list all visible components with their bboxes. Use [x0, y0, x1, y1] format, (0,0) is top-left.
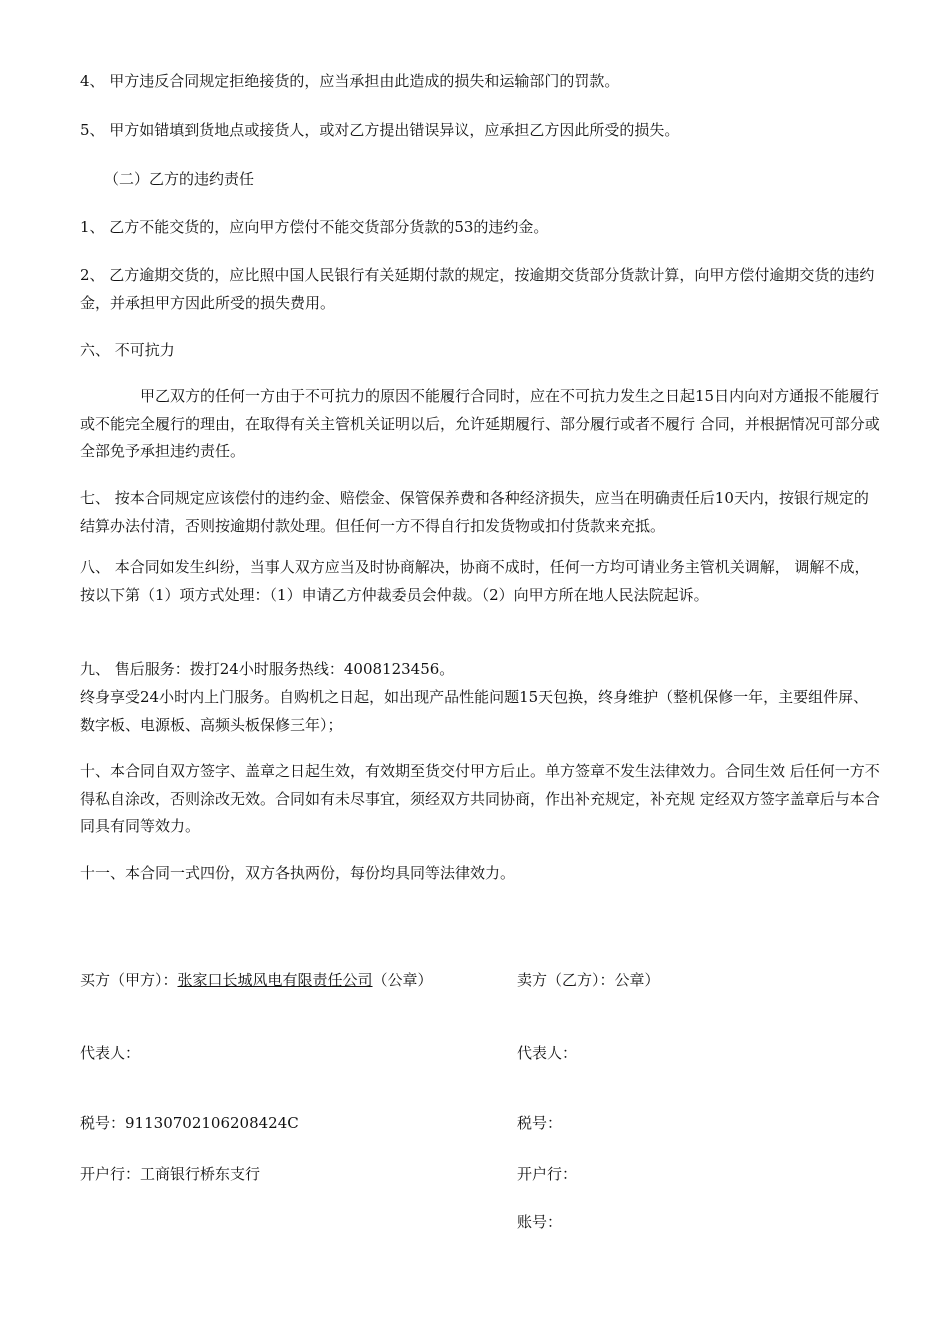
section-six-heading: 六、 不可抗力	[80, 341, 175, 359]
buyer-label: 买方（甲方）：	[80, 971, 178, 989]
seller-representative: 代表人：	[517, 1044, 578, 1062]
clause-5: 5、 甲方如错填到货地点或接货人，或对乙方提出错误异议，应承担乙方因此所受的损失。	[80, 121, 680, 139]
section-ten: 十、本合同自双方签字、盖章之日起生效，有效期至货交付甲方后止。单方签章不发生法律效力。合同生效 后任何一方不得私自涂改，否则涂改无效。合同如有未尽事宜，须经双方共同协商，作出补充规定，补充规 定经双方签字盖章后与本合同具有同等效力。	[80, 762, 880, 835]
buyer-bank-label: 开户行：	[80, 1165, 141, 1183]
buyer-bank-line	[80, 1162, 260, 1186]
section-seven: 七、 按本合同规定应该偿付的违约金、赔偿金、保管保养费和各种经济损失，应当在明确责任后10天内，按银行规定的结算办法付清，否则按逾期付款处理。但任何一方不得自行扣发货物或扣付货款来充抵。	[80, 489, 869, 535]
section-eleven: 十一、本合同一式四份，双方各执两份，每份均具同等法律效力。	[80, 864, 516, 882]
seller-label: 卖方（乙方）：公章）	[517, 971, 660, 989]
party-b-heading: （二）乙方的违约责任	[104, 170, 255, 188]
seller-bank-label: 开户行：	[517, 1165, 578, 1183]
buyer-line	[80, 968, 433, 992]
seller-tax-label: 税号：	[517, 1114, 563, 1132]
buyer-tax-line	[80, 1111, 299, 1135]
party-b-clause-2: 2、 乙方逾期交货的，应比照中国人民银行有关延期付款的规定，按逾期交货部分货款计算，向甲方偿付逾期交货的违约金，并承担甲方因此所受的损失费用。	[80, 266, 875, 312]
buyer-company: 张家口长城风电有限责任公司	[177, 971, 373, 989]
buyer-tax-value: 91130702106208424C	[125, 1114, 299, 1132]
section-six-body: 甲乙双方的任何一方由于不可抗力的原因不能履行合同时，应在不可抗力发生之日起15日内向对方通报不能履行或不能完全履行的理由，在取得有关主管机关证明以后，允许延期履行、部分履行或者不履行 合同，并根据情况可部分或全部免予承担违约责任。	[80, 387, 880, 460]
section-eight: 八、 本合同如发生纠纷，当事人双方应当及时协商解决，协商不成时，任何一方均可请业务主管机关调解， 调解不成，按以下第（1）项方式处理：（1）申请乙方仲裁委员会仲裁。（2）向甲方所在地人民法院起诉。	[80, 558, 870, 604]
clause-4: 4、 甲方违反合同规定拒绝接货的，应当承担由此造成的损失和运输部门的罚款。	[80, 72, 620, 90]
buyer-representative: 代表人：	[80, 1044, 141, 1062]
section-nine-line-1: 九、 售后服务：拨打24小时服务热线：4008123456。	[80, 660, 455, 678]
buyer-tax-label: 税号：	[80, 1114, 126, 1132]
buyer-seal: （公章）	[372, 971, 433, 989]
buyer-bank-value: 工商银行桥东支行	[140, 1165, 261, 1183]
party-b-clause-1: 1、 乙方不能交货的，应向甲方偿付不能交货部分货款的53的违约金。	[80, 218, 549, 236]
seller-account-label: 账号：	[517, 1213, 563, 1231]
section-nine-line-2: 终身享受24小时内上门服务。自购机之日起，如出现产品性能问题15天包换，终身维护（整机保修一年，主要组件屏、数字板、电源板、高频头板保修三年）；	[80, 688, 869, 734]
